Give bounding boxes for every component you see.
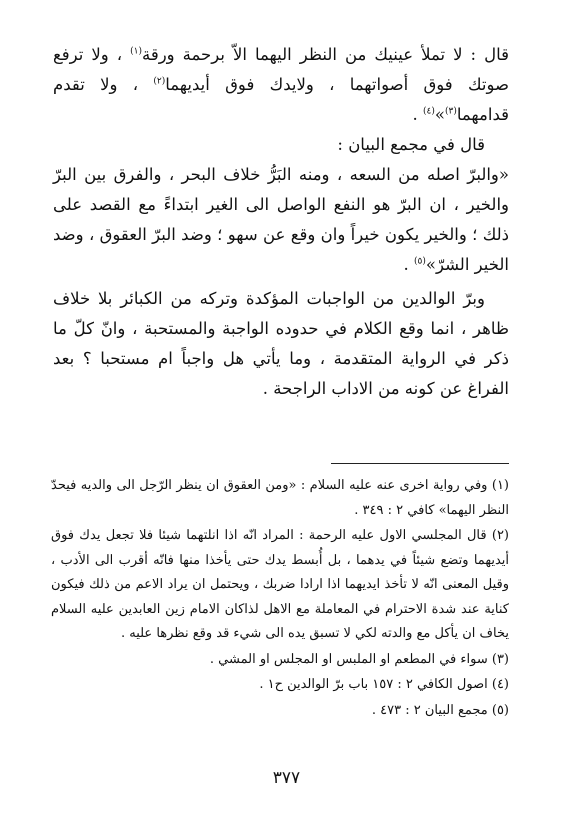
footnote-ref-3: (٣) <box>444 106 457 117</box>
footnote-4: (٤) اصول الكافي ٢ : ١٥٧ باب برّ الوالدين ح١ . <box>259 677 509 692</box>
quote-text: «والبرّ اصله من السعه ، ومنه البَرُّ خلاف البحر ، والفرق بين البرّ والخير ، ان البرّ هو النفع الواصل الى الغير ابتداءً مع القصد على ذلك ؛ والخير يكون خيراً وان وقع عن سهو ؛ وضد البرّ العقوق ، وضد الخير الشرّ» <box>53 165 509 274</box>
main-text <box>53 40 509 404</box>
footnote-3: (٣) سواء في المطعم او الملبس او المجلس او المشي . <box>209 651 509 667</box>
text-span: قال : لا تملأ عينيك من النظر اليهما الاّ برحمة ورقة <box>141 45 509 64</box>
footnote-ref-1: (١) <box>130 46 142 57</box>
page-number: ٣٧٧ <box>272 768 301 788</box>
footnote-ref-5: (٥) <box>414 256 426 267</box>
text-span: » <box>434 105 445 124</box>
footnote-ref-2: (٢) <box>153 76 166 87</box>
text-span: . <box>412 105 423 124</box>
paragraph-1 <box>53 40 509 130</box>
text-span: . <box>403 255 414 274</box>
footnote-ref-4: (٤) <box>422 106 435 117</box>
text-span: ، ولا ترفع صوتك فوق أصواتهما ، ولايدك فوق أيديهما <box>53 45 509 94</box>
footnote-5: (٥) مجمع البيان ٢ : ٤٧٣ . <box>371 702 509 718</box>
paragraph-2: قال في مجمع البيان : <box>337 135 485 154</box>
footnotes <box>51 474 509 724</box>
footnote-divider <box>331 463 509 464</box>
footnote-1: (١) وفي رواية اخرى عنه عليه السلام : «ومن العقوق ان ينظر الرّجل الى والديه فيحدّ النظر اليهما» كافي ٢ : ٣٤٩ . <box>51 478 509 518</box>
footnote-2: (٢) قال المجلسي الاول عليه الرحمة : المراد انّه اذا انلتهما شيئا فلا تجعل يدك فوق أيديهما وتضع شيئاً في يدهما ، بل أُبسط يدك حتى يأخذا منها فانّه أقرب الى الأدب ، وقيل المعنى انّه لا تأخذ ايديهما اذا ارادا ضربك ، ويحتمل ان يراد الاعم من ذلك فيكون كناية عند شدة الاحترام في المعاملة مع الاهل لذاكان الامام زين العابدين عليه السلام يخاف ان يأكل مع والدته لكي لا تسبق يده الى شيء قد وقع نظرها عليه . <box>51 528 509 641</box>
paragraph-4: وبرّ الوالدين من الواجبات المؤكدة وتركه من الكبائر بلا خلاف ظاهر ، انما وقع الكلام في حدوده الواجبة والمستحبة ، وانّ كلّ ما ذكر في الرواية المتقدمة ، وما يأتي هل واجباً ام مستحبا ؟ بعد الفراغ عن كونه من الاداب الراجحة . <box>53 289 509 398</box>
text-span: ، ولا تقدم قدامهما <box>53 75 509 124</box>
paragraph-3 <box>53 160 509 280</box>
